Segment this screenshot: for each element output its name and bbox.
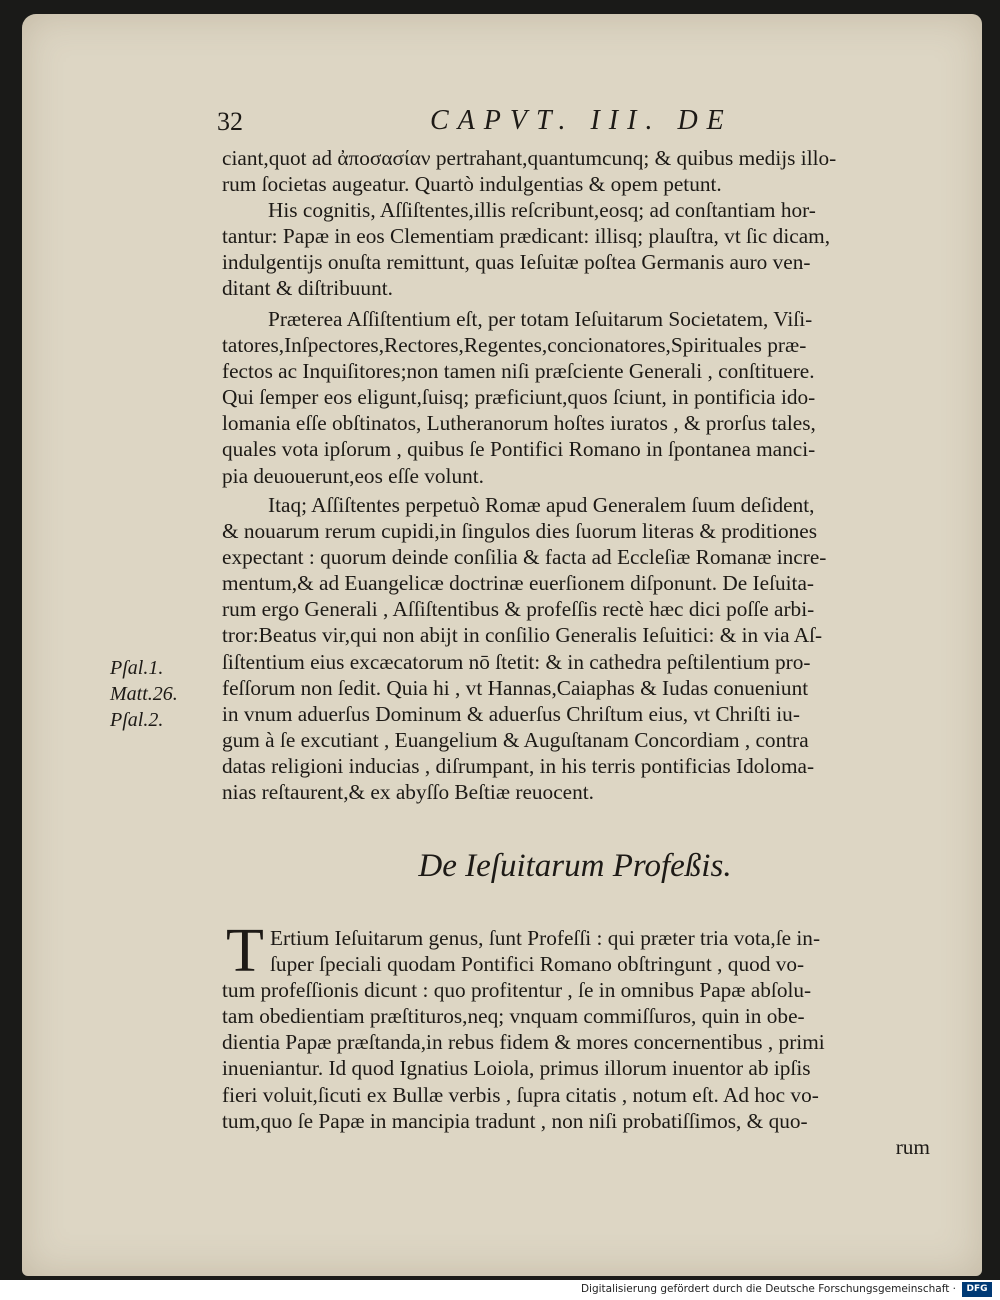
text-line: gum à ſe excutiant , Euangelium & Auguſtanam Concordiam , contra bbox=[222, 727, 809, 752]
text-line: tum,quo ſe Papæ in mancipia tradunt , non niſi probatiſſimos, & quo- bbox=[222, 1108, 808, 1133]
text-line: indulgentijs onuſta remittunt, quas Ieſuitæ poſtea Germanis auro ven- bbox=[222, 250, 811, 275]
text-line: ciant,quot ad ἀποσασίαν pertrahant,quantumcunq; & quibus medijs illo- bbox=[222, 146, 837, 170]
text-line: mentum,& ad Euangelicæ doctrinæ euerſionem diſponunt. De Ieſuita- bbox=[222, 571, 815, 596]
running-head: CAPVT. III. DE bbox=[430, 105, 733, 136]
text-line: tam obedientiam præſtituros,neq; vnquam commiſſuros, quin in obe- bbox=[222, 1004, 805, 1029]
text-line: fieri voluit,ſicuti ex Bullæ verbis , ſupra citatis , notum eſt. Ad hoc vo- bbox=[222, 1082, 819, 1107]
funding-credit: Digitalisierung gefördert durch die Deutsche Forschungsgemeinschaft · bbox=[580, 1283, 956, 1295]
text-line: Præterea Aſſiſtentium eſt, per totam Ieſuitarum Societatem, Viſi- bbox=[268, 307, 813, 331]
page-number: 32 bbox=[217, 107, 243, 136]
text-line: tror:Beatus vir,qui non abijt in conſilio Generalis Ieſuitici: & in via Aſ- bbox=[222, 623, 823, 648]
paragraph-praeterea bbox=[222, 306, 934, 489]
dfg-logo-icon: DFG bbox=[962, 1282, 992, 1297]
paragraph-tertium bbox=[222, 925, 934, 1160]
margin-note: Pſal.1. bbox=[110, 657, 164, 679]
text-line: feſſorum non ſedit. Quia hi , vt Hannas,Caiaphas & Iudas conueniunt bbox=[222, 675, 809, 700]
text-line: ditant & diſtribuunt. bbox=[222, 276, 393, 301]
text-line: rum ergo Generali , Aſſiſtentibus & profeſſis rectè hæc dici poſſe arbi- bbox=[222, 597, 815, 622]
text-line: & nouarum rerum cupidi,in ſingulos dies ſuorum literas & proditiones bbox=[222, 519, 818, 544]
margin-note: Pſal.2. bbox=[110, 709, 164, 731]
paragraph-his-cognitis bbox=[222, 197, 934, 301]
text-line: datas religioni inducias , diſrumpant, in his terris pontificias Idoloma- bbox=[222, 753, 815, 778]
page-header bbox=[0, 103, 1000, 143]
text-line: pia deuouerunt,eos eſſe volunt. bbox=[222, 463, 484, 488]
text-line: tatores,Inſpectores,Rectores,Regentes,concionatores,Spirituales præ- bbox=[222, 333, 807, 358]
text-line: tum profeſſionis dicunt : quo profitentur , ſe in omnibus Papæ abſolu- bbox=[222, 978, 812, 1003]
text-line: ſiſtentium eius excæcatorum nō ſtetit: & in cathedra peſtilentium pro- bbox=[222, 649, 811, 674]
margin-note: Matt.26. bbox=[110, 683, 178, 705]
section-heading: De Ieſuitarum Profeßis. bbox=[418, 848, 732, 884]
text-line: rum ſocietas augeatur. Quartò indulgentias & opem petunt. bbox=[222, 172, 722, 197]
paragraph-itaq bbox=[222, 492, 934, 805]
footer-bar bbox=[0, 1280, 1000, 1300]
text-line: inueniantur. Id quod Ignatius Loiola, primus illorum inuentor ab ipſis bbox=[222, 1056, 811, 1081]
text-line: His cognitis, Aſſiſtentes,illis reſcribunt,eosq; ad conſtantiam hor- bbox=[268, 198, 816, 222]
text-line: Qui ſemper eos eligunt,ſuisq; præficiunt,quos ſciunt, in pontificia ido- bbox=[222, 385, 816, 410]
text-line: in vnum aduerſus Dominum & aduerſus Chriſtum eius, vt Chriſti iu- bbox=[222, 701, 800, 726]
text-line: ſuper ſpeciali quodam Pontifici Romano obſtringunt , quod vo- bbox=[270, 952, 805, 977]
catchword: rum bbox=[895, 1134, 930, 1159]
text-line: dientia Papæ præſtanda,in rebus fidem & mores concernentibus , primi bbox=[222, 1030, 825, 1055]
text-line: lomania eſſe obſtinatos, Lutheranorum hoſtes iuratos , & prorſus tales, bbox=[222, 411, 816, 436]
drop-cap: T bbox=[226, 917, 264, 985]
text-line: nias reſtaurent,& ex abyſſo Beſtiæ reuocent. bbox=[222, 780, 594, 805]
text-line: Ertium Ieſuitarum genus, ſunt Profeſſi : qui præter tria vota,ſe in- bbox=[270, 926, 821, 950]
paragraph-continuation bbox=[222, 145, 934, 197]
text-line: expectant : quorum deinde conſilia & facta ad Eccleſiæ Romanæ incre- bbox=[222, 545, 827, 570]
text-line: tantur: Papæ in eos Clementiam prædicant: illisq; plauſtra, vt ſic dicam, bbox=[222, 224, 831, 249]
text-line: Itaq; Aſſiſtentes perpetuò Romæ apud Generalem ſuum deſident, bbox=[268, 493, 815, 517]
text-line: fectos ac Inquiſitores;non tamen niſi præſciente Generali , conſtituere. bbox=[222, 359, 815, 384]
text-line: quales vota ipſorum , quibus ſe Pontifici Romano in ſpontanea manci- bbox=[222, 437, 816, 462]
